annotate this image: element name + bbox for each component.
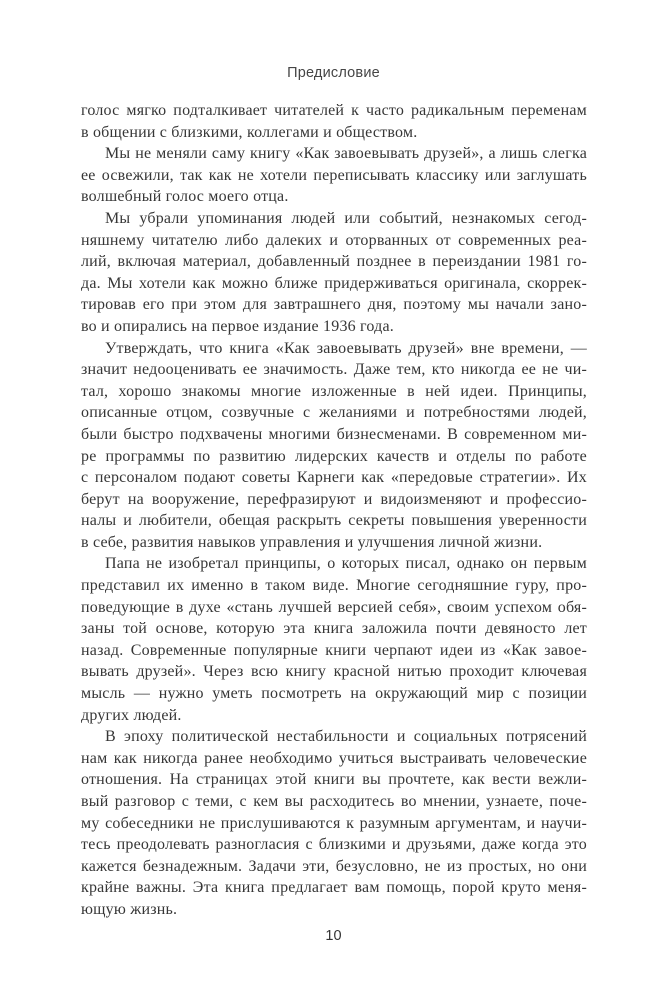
paragraph bbox=[81, 100, 587, 143]
text-line: в общении с близкими, коллегами и обществом. bbox=[81, 123, 418, 141]
text-line: описанные отцом, созвучные с желаниями и потребностями людей, bbox=[81, 404, 587, 422]
text-line: Мы убрали упоминания людей или событий, незнакомых сегод- bbox=[105, 209, 587, 227]
text-line: Утверждать, что книга «Как завоевывать друзей» вне времени, — bbox=[105, 339, 587, 357]
page-number: 10 bbox=[325, 928, 342, 944]
text-line: представил их именно в таком виде. Многие сегодняшние гуру, про- bbox=[81, 577, 587, 595]
text-line: ее освежили, так как не хотели переписывать классику или заглушать bbox=[81, 166, 587, 184]
paragraph bbox=[81, 143, 587, 208]
text-line: налы и любители, обещая раскрыть секреты повышения уверенности bbox=[81, 512, 587, 530]
text-line: да. Мы хотели как можно ближе придерживаться оригинала, скоррек- bbox=[81, 274, 587, 292]
text-line: назад. Современные популярные книги черпают идеи из «Как завое- bbox=[81, 641, 587, 659]
text-line: ющую жизнь. bbox=[81, 900, 178, 918]
text-line: вый разговор с теми, с кем вы расходитесь во мнении, узнаете, поче- bbox=[81, 793, 587, 810]
text-line: голос мягко подталкивает читателей к часто радикальным переменам bbox=[81, 102, 587, 119]
running-header: Предисловие bbox=[287, 65, 380, 81]
text-line: во и опирались на первое издание 1936 года. bbox=[81, 317, 394, 335]
text-line: берут на вооружение, перефразируют и видоизменяют и профессио- bbox=[81, 490, 587, 508]
text-line: с персоналом подают советы Карнеги как «передовые стратегии». Их bbox=[81, 469, 587, 487]
text-line: мысль — нужно уметь посмотреть на окружающий мир с позиции bbox=[81, 685, 587, 703]
text-line: лий, включая материал, добавленный позднее в переиздании 1981 го- bbox=[81, 253, 587, 271]
text-line: вывать друзей». Через всю книгу красной нитью проходит ключевая bbox=[81, 663, 587, 681]
text-line: отношения. На страницах этой книги вы прочтете, как вести вежли- bbox=[81, 771, 587, 789]
text-line: значит недооценивать ее значимость. Даже тем, кто никогда ее не чи- bbox=[81, 361, 587, 379]
body-text bbox=[81, 100, 587, 921]
text-line: были быстро подхвачены многими бизнесменами. В современном ми- bbox=[81, 425, 587, 443]
paragraph bbox=[81, 338, 587, 554]
text-line: няшнему читателю либо далеких и оторванных от современных реа- bbox=[81, 231, 587, 249]
paragraph bbox=[81, 553, 587, 726]
text-line: других людей. bbox=[81, 706, 182, 724]
text-line: волшебный голос моего отца. bbox=[81, 188, 289, 206]
text-line: в себе, развития навыков управления и улучшения личной жизни. bbox=[81, 533, 543, 551]
text-line: В эпоху политической нестабильности и социальных потрясений bbox=[105, 728, 587, 746]
text-line: кажется безнадежным. Задачи эти, безусловно, не из простых, но они bbox=[81, 857, 587, 875]
text-line: му собеседники не прислушиваются к разумным аргументам, и научи- bbox=[81, 814, 587, 832]
text-line: крайне важны. Эта книга предлагает вам помощь, порой круто меня- bbox=[81, 879, 587, 897]
text-line: Мы не меняли саму книгу «Как завоевывать друзей», а лишь слегка bbox=[105, 145, 587, 163]
paragraph bbox=[81, 208, 587, 338]
text-line: нам как никогда ранее необходимо учиться выстраивать человеческие bbox=[81, 749, 587, 767]
text-line: ре программы по развитию лидерских качеств и отделы по работе bbox=[81, 447, 587, 465]
text-line: тировав его при этом для завтрашнего дня, поэтому мы начали зано- bbox=[81, 296, 587, 314]
text-line: тесь преодолевать разногласия с близкими и друзьями, даже когда это bbox=[81, 836, 587, 854]
paragraph bbox=[81, 726, 587, 920]
text-line: поведующие в духе «стань лучшей версией себя», своим успехом обя- bbox=[81, 598, 587, 616]
text-line: заны той основе, которую эта книга заложила почти девяносто лет bbox=[81, 620, 587, 638]
text-line: Папа не изобретал принципы, о которых писал, однако он первым bbox=[105, 555, 587, 573]
text-line: тал, хорошо знакомы многие изложенные в ней идеи. Принципы, bbox=[81, 382, 587, 400]
